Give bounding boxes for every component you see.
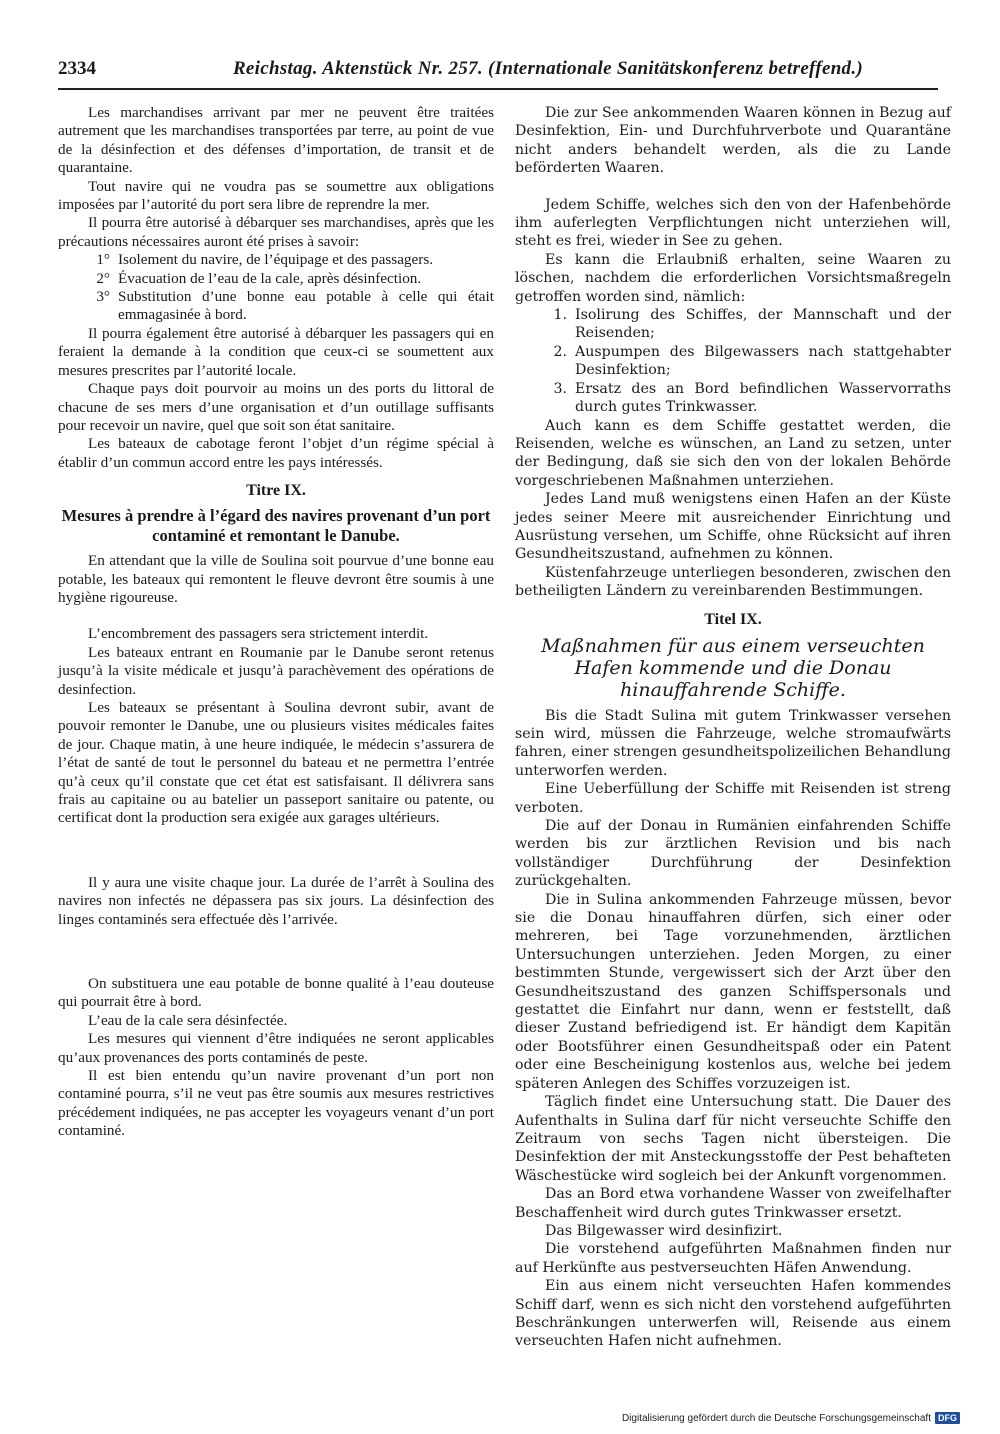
paragraph: Die in Sulina ankommenden Fahrzeuge müssen, bevor sie die Donau hinauffahren dürfen, sich einer oder mehreren, bei Tage vorzunehmenden, ärztlichen Untersuchungen unterziehen. Jeden Morgen, zu einer bestimmten Stunde, vergewissert sich der Arzt über den Gesundheitszustand des ganzen Schiffspersonals und gestattet die Einfahrt nur dann, wenn er feststellt, daß dieser Zustand befriedigend ist. Er händigt dem Kapitän oder Bootsführer einen Gesundheitspaß oder ein Patent oder eine Bescheinigung kostenlos aus, welche bei jedem späteren Anlegen des Schiffes vorzuzeigen ist. xyxy=(515,891,951,1092)
list-text: Substitution d’une bonne eau potable à celle qui était emmagasinée à bord. xyxy=(118,288,494,324)
paragraph: Eine Ueberfüllung der Schiffe mit Reisenden ist streng verboten. xyxy=(515,781,951,816)
paragraph: Es kann die Erlaubniß erhalten, seine Waaren zu löschen, nachdem die erforderlichen Vorsichtsmaßregeln getroffen worden sind, nämlich: xyxy=(515,251,951,305)
paragraph: Auch kann es dem Schiffe gestattet werden, die Reisenden, welche es wünschen, an Land zu setzen, unter der Bedingung, daß sie sich den von der lokalen Behörde vorgeschriebenen Maßnahmen unterziehen. xyxy=(515,417,951,489)
list-item xyxy=(58,251,494,269)
list-text: Ersatz des an Bord befindlichen Wasservorraths durch gutes Trinkwasser. xyxy=(575,380,951,416)
french-column xyxy=(58,104,494,1141)
list-number: 2° xyxy=(96,269,110,287)
paragraph: Täglich findet eine Untersuchung statt. Die Dauer des Aufenthalts in Sulina darf für nicht verseuchte Schiffe den Zeitraum von sechs Tagen nicht übersteigen. Die Desinfektion der mit Ansteckungsstoffe der Pest behafteten Wäschestücke wird sogleich bei der Ankunft vorgenommen. xyxy=(515,1094,951,1184)
paragraph: Die vorstehend aufgeführten Maßnahmen finden nur auf Herkünfte aus pestverseuchten Häfen Anwendung. xyxy=(515,1241,951,1276)
section-subtitle: Maßnahmen für aus einem verseuchten Hafen kommende und die Donau hinauffahrende Schiffe. xyxy=(541,634,925,701)
paragraph: Jedem Schiffe, welches sich den von der Hafenbehörde ihm auferlegten Verpflichtungen nicht unterziehen will, steht es frei, wieder in See zu gehen. xyxy=(515,196,951,250)
list-number: 3. xyxy=(553,380,567,397)
paragraph: Il y aura une visite chaque jour. La durée de l’arrêt à Soulina des navires non infectés ne dépassera pas six jours. La désinfection des linges contaminés sera effectuée dès l’arrivée. xyxy=(58,873,494,928)
paragraph: Il pourra également être autorisé à débarquer les passagers qui en feraient la demande à la condition que ceux-ci se soumettent aux mesures prescrites par l’autorité locale. xyxy=(58,324,494,379)
paragraph: En attendant que la ville de Soulina soit pourvue d’une bonne eau potable, les bateaux qui remontent le fleuve devront être soumis à une hygiène rigoureuse. xyxy=(58,552,494,606)
paragraph: Das Bilgewasser wird desinfizirt. xyxy=(545,1222,783,1239)
precautions-list xyxy=(58,251,494,325)
credit-text: Digitalisierung gefördert durch die Deutsche Forschungsgemeinschaft xyxy=(621,1412,931,1424)
section-title: Titel IX. xyxy=(704,610,762,628)
list-text: Isolement du navire, de l’équipage et des passagers. xyxy=(118,251,434,269)
paragraph: Il pourra être autorisé à débarquer ses marchandises, après que les précautions nécessaires auront été prises à savoir: xyxy=(58,214,494,250)
german-column xyxy=(515,104,951,1351)
list-text: Auspumpen des Bilgewassers nach stattgehabter Desinfektion; xyxy=(575,343,951,379)
page-header xyxy=(58,58,938,90)
paragraph: Les bateaux se présentant à Soulina devront subir, avant de pouvoir remonter le Danube, une ou plusieurs visites médicales faites de jour. Chaque matin, à une heure indiquée, le médecin s’assurera de l’état de santé de tout le personnel du bateau et ne permettra l’entrée qu’à ceux qu’il constate que cet état est satisfaisant. Il délivrera sans frais au capitaine ou au batelier un passeport sanitaire ou patente, ou certificat dont la production sera exigée aux garages ultérieurs. xyxy=(58,698,494,827)
precautions-list xyxy=(515,306,951,416)
paragraph: Tout navire qui ne voudra pas se soumettre aux obligations imposées par l’autorité du port sera libre de reprendre la mer. xyxy=(58,177,494,214)
paragraph: Ein aus einem nicht verseuchten Hafen kommendes Schiff darf, wenn es sich nicht den vorstehend aufgeführten Beschränkungen unterwerfen will, Reisende aus einem verseuchten Hafen nicht aufnehmen. xyxy=(515,1278,951,1350)
list-item xyxy=(58,270,494,288)
paragraph: Küstenfahrzeuge unterliegen besonderen, zwischen den betheiligten Ländern zu vereinbarenden Bestimmungen. xyxy=(515,564,951,600)
list-number: 1° xyxy=(96,251,110,269)
paragraph: Les marchandises arrivant par mer ne peuvent être traitées autrement que les marchandises transportées par terre, au point de vue de la désinfection et des défenses d’importation, de transit et de quarantaine. xyxy=(58,104,494,177)
paragraph: Chaque pays doit pourvoir au moins un des ports du littoral de chacune de ses mers d’une organisation et d’un outillage suffisants pour recevoir un navire, quel que soit son état sanitaire. xyxy=(58,380,494,434)
paragraph: Jedes Land muß wenigstens einen Hafen an der Küste jedes seiner Meere mit ausreichender Einrichtung und Ausrüstung versehen, um Schiffe, ohne Rücksicht auf ihren Gesundheitszustand, aufnehmen zu können. xyxy=(515,491,951,563)
list-number: 3° xyxy=(96,288,110,306)
paragraph: Bis die Stadt Sulina mit gutem Trinkwasser versehen sein wird, müssen die Fahrzeuge, welche stromaufwärts fahren, einer strengen gesundheitspolizeilichen Behandlung unterworfen werden. xyxy=(515,707,951,779)
list-item xyxy=(58,288,494,325)
paragraph: L’eau de la cale sera désinfectée. xyxy=(88,1011,288,1029)
paragraph: On substituera une eau potable de bonne qualité à l’eau douteuse qui pourrait être à bord. xyxy=(58,975,494,1011)
paragraph: Das an Bord etwa vorhandene Wasser von zweifelhafter Beschaffenheit wird durch gutes Trinkwasser ersetzt. xyxy=(515,1186,951,1221)
section-title: Titre IX. xyxy=(246,482,306,500)
list-number: 1. xyxy=(553,307,567,324)
list-item xyxy=(515,380,951,417)
list-number: 2. xyxy=(553,343,567,360)
page-number: 2334 xyxy=(58,58,96,79)
list-item xyxy=(515,306,951,343)
paragraph: Les bateaux de cabotage feront l’objet d’un régime spécial à établir d’un commun accord entre les pays intéressés. xyxy=(58,435,494,471)
running-title: Reichstag. Aktenstück Nr. 257. (Internationale Sanitätskonferenz betreffend.) xyxy=(232,58,864,79)
paragraph: Les mesures qui viennent d’être indiquées ne seront applicables qu’aux provenances des ports contaminés de peste. xyxy=(58,1030,494,1066)
digitization-credit xyxy=(622,1412,960,1424)
dfg-logo: DFG xyxy=(935,1412,960,1424)
section-subtitle: Mesures à prendre à l’égard des navires provenant d’un port contaminé et remontant le Danube. xyxy=(61,506,491,546)
paragraph: Die zur See ankommenden Waaren können in Bezug auf Desinfektion, Ein- und Durchfuhrverbote und Quarantäne nicht anders behandelt werden, als die zu Lande beförderten Waaren. xyxy=(515,105,951,177)
paragraph: Il est bien entendu qu’un navire provenant d’un port non contaminé pourra, s’il ne veut pas être soumis aux mesures restrictives précédement indiquées, ne pas accepter les voyageurs venant d’un port contaminé. xyxy=(58,1067,494,1140)
list-item xyxy=(515,343,951,380)
list-text: Isolirung des Schiffes, der Mannschaft und der Reisenden; xyxy=(575,307,951,342)
list-text: Évacuation de l’eau de la cale, après désinfection. xyxy=(118,269,422,287)
paragraph: Les bateaux entrant en Roumanie par le Danube seront retenus jusqu’à la visite médicale et jusqu’à parachèvement des opérations de desinfection. xyxy=(58,643,494,698)
paragraph: Die auf der Donau in Rumänien einfahrenden Schiffe werden bis zur ärztlichen Revision und bis nach vollständiger Durchführung der Desinfektion zurückgehalten. xyxy=(515,818,951,890)
paragraph: L’encombrement des passagers sera strictement interdit. xyxy=(88,625,429,643)
